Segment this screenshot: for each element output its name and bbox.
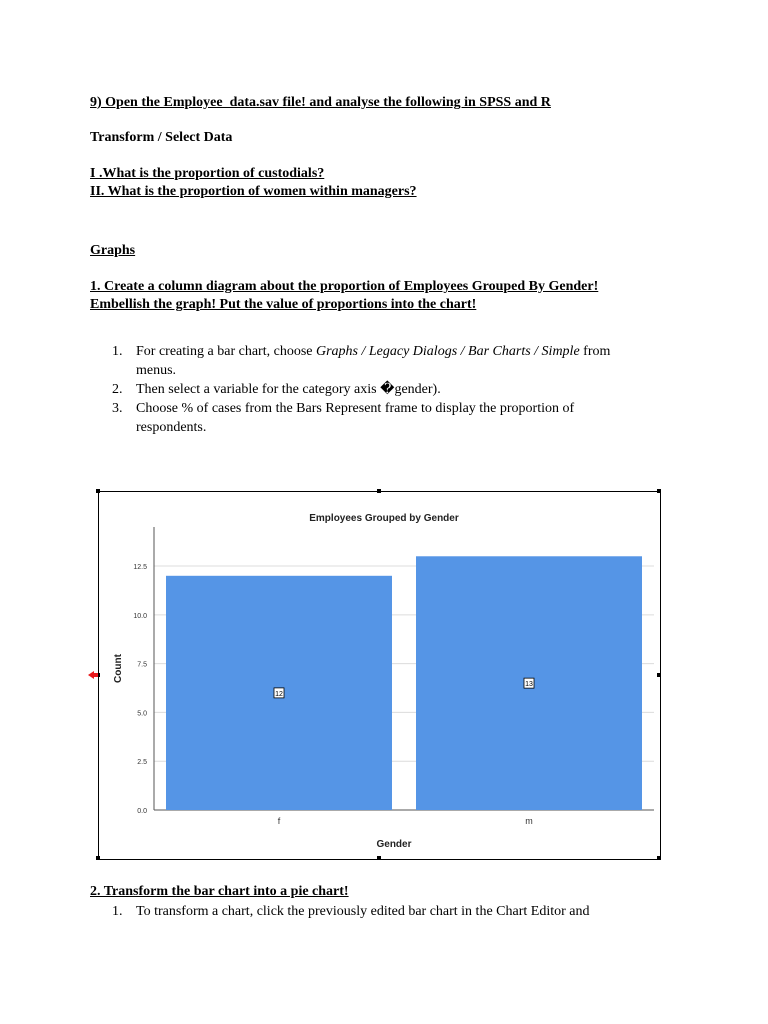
y-tick-label: 5.0: [137, 710, 147, 718]
list-number: 3.: [112, 401, 123, 416]
anchor-marker-icon: [88, 669, 100, 681]
list-item: [112, 902, 589, 921]
question-ii: II. What is the proportion of women within managers?: [90, 184, 417, 199]
data-label: 13: [525, 681, 533, 689]
task-2-heading: 2. Transform the bar chart into a pie chart!: [90, 884, 349, 899]
list-text: Then select a variable for the category axis �gender).: [136, 382, 441, 397]
y-tick-label: 10.0: [133, 612, 147, 620]
resize-handle[interactable]: [96, 489, 100, 493]
resize-handle[interactable]: [377, 856, 381, 860]
list-item: [112, 399, 610, 437]
y-tick-label: 12.5: [133, 564, 147, 572]
resize-handle[interactable]: [377, 489, 381, 493]
x-tick-label: m: [525, 816, 533, 826]
list-number: 2.: [112, 382, 123, 397]
list-number: 1.: [112, 344, 123, 359]
y-tick-label: 2.5: [137, 759, 147, 767]
question-i: I .What is the proportion of custodials?: [90, 166, 325, 181]
x-tick-label: f: [277, 816, 281, 826]
task-2-list: [112, 902, 589, 921]
menu-path-text: Graphs / Legacy Dialogs / Bar Charts / Simple: [315, 344, 580, 359]
graphs-heading: Graphs: [90, 243, 136, 258]
resize-handle[interactable]: [657, 489, 661, 493]
chart-frame[interactable]: [98, 491, 661, 860]
list-text-continued: respondents.: [136, 420, 207, 435]
transform-heading: Transform / Select Data: [90, 130, 233, 145]
bar-chart: [99, 492, 660, 859]
list-text: from: [579, 344, 611, 359]
resize-handle[interactable]: [657, 856, 661, 860]
resize-handle[interactable]: [96, 856, 100, 860]
data-label: 12: [275, 690, 283, 698]
y-tick-label: 7.5: [137, 661, 147, 669]
y-tick-label: 0.0: [137, 808, 147, 815]
x-axis-title: Gender: [376, 839, 412, 850]
y-axis-title: Count: [113, 654, 124, 683]
list-text-continued: menus.: [136, 363, 177, 378]
task-1-line-2: Embellish the graph! Put the value of proportions into the chart!: [90, 297, 477, 312]
chart-title: Employees Grouped by Gender: [309, 513, 459, 524]
list-text: Choose % of cases from the Bars Represent frame to display the proportion of: [136, 401, 575, 416]
list-item: [112, 380, 610, 399]
task-1-line-1: 1. Create a column diagram about the proportion of Employees Grouped By Gender!: [90, 279, 599, 294]
list-item: [112, 342, 610, 380]
list-number: 1.: [112, 904, 123, 919]
list-text: For creating a bar chart, choose: [136, 344, 316, 359]
instruction-list: [112, 342, 610, 437]
list-text: To transform a chart, click the previously edited bar chart in the Chart Editor and: [136, 904, 590, 919]
question-9-heading: 9) Open the Employee_data.sav file! and analyse the following in SPSS and R: [90, 95, 551, 110]
resize-handle[interactable]: [657, 673, 661, 677]
